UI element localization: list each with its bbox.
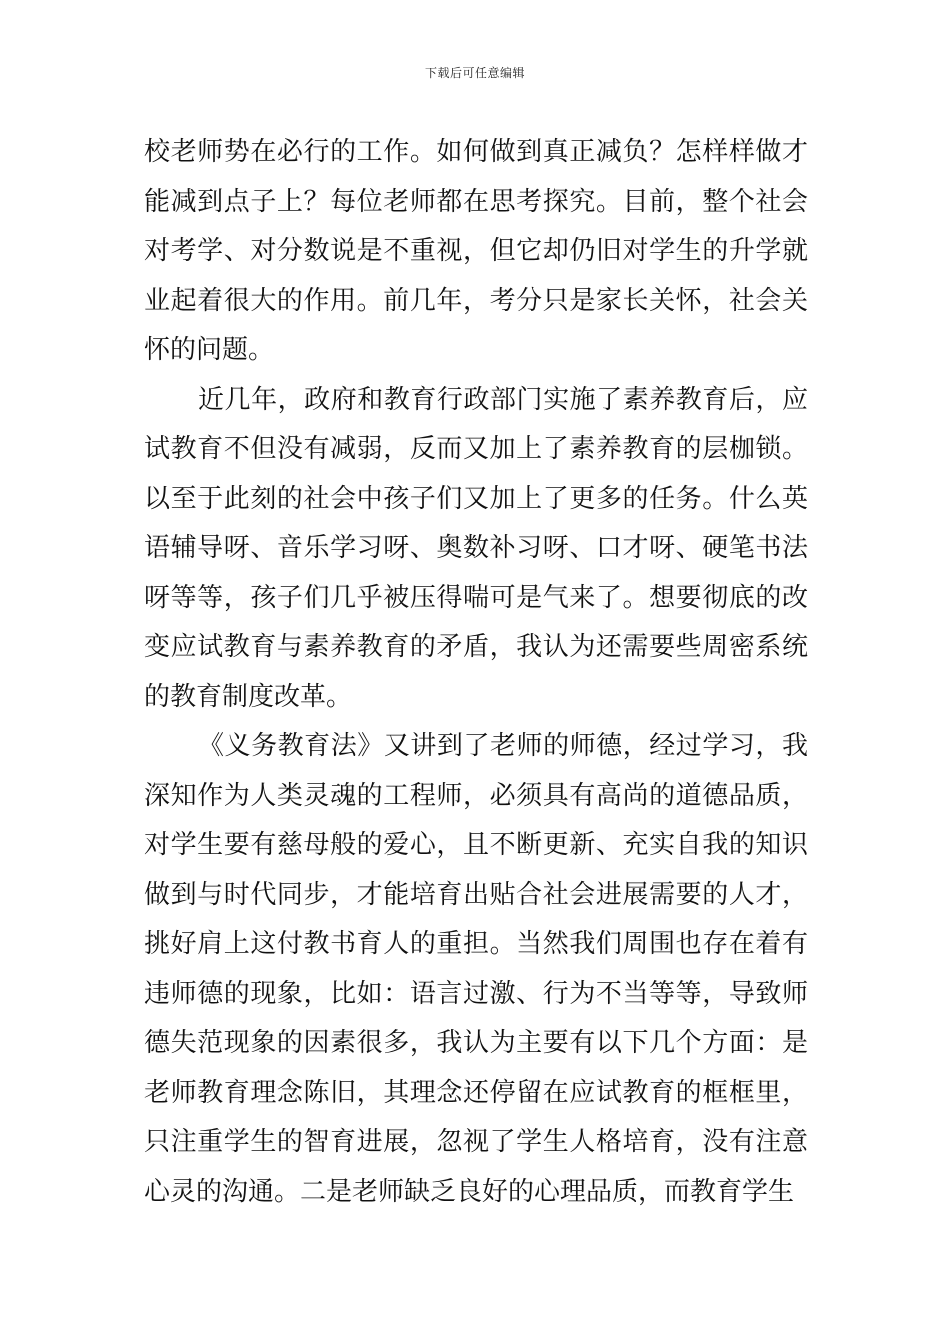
paragraph-quality-education: 近几年，政府和教育行政部门实施了素养教育后，应试教育不但没有减弱，反而又加上了素养教育的层枷锁。以至于此刻的社会中孩子们又加上了更多的任务。什么英语辅导呀、音乐学习呀、奥数补习呀、口才呀、硬笔书法呀等等，孩子们几乎被压得喘可是气来了。想要彻底的改变应试教育与素养教育的矛盾，我认为还需要些周密系统的教育制度改革。 xyxy=(144,384,808,712)
document-body xyxy=(144,128,808,1217)
paragraph-teacher-ethics: 《义务教育法》又讲到了老师的师德，经过学习，我深知作为人类灵魂的工程师，必须具有高尚的道德品质，对学生要有慈母般的爱心，且不断更新、充实自我的知识做到与时代同步，才能培育出贴合社会进展需要的人才，挑好肩上这付教书育人的重担。当然我们周围也存在着有违师德的现象，比如：语言过激、行为不当等等，导致师德失范现象的因素很多，我认为主要有以下几个方面：是老师教育理念陈旧，其理念还停留在应试教育的框框里，只注重学生的智育进展，忽视了学生人格培育，没有注意心灵的沟通。二是老师缺乏良好的心理品质，而教育学生 xyxy=(144,731,808,1207)
paragraph-continuation: 校老师势在必行的工作。如何做到真正减负？怎样样做才能减到点子上？每位老师都在思考探究。目前，整个社会对考学、对分数说是不重视，但它却仍旧对学生的升学就业起着很大的作用。前几年，考分只是家长关怀，社会关怀的问题。 xyxy=(144,137,808,365)
page-header: 下载后可任意编辑 xyxy=(424,66,525,80)
